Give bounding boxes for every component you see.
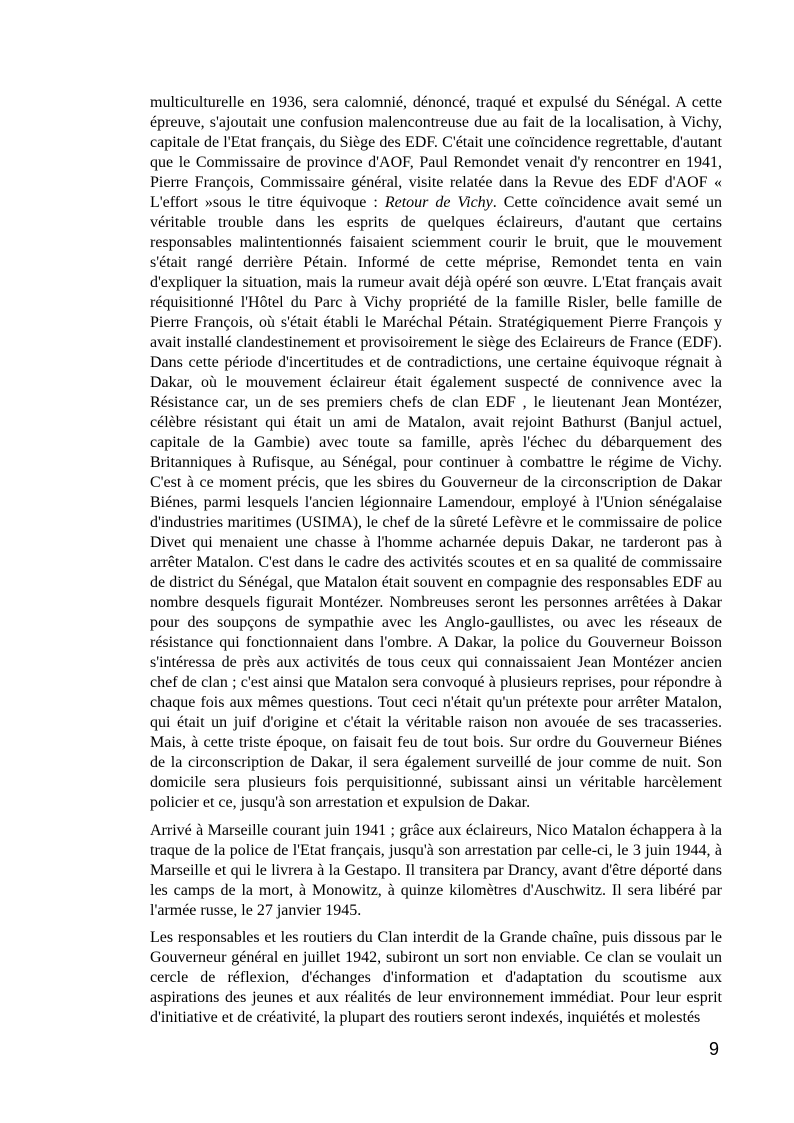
page-number: 9 [708, 1039, 719, 1059]
text-run: Les responsables et les routiers du Clan interdit de la Grande chaîne, puis dissous par le Gouverneur général en juillet 1942, subiront un sort non enviable. Ce clan se voulait un cercle de réflexion, d'échanges d'information et d'adaptation du scoutisme aux aspirations des jeunes et aux réalités de leur environnement immédiat. Pour leur esprit d'initiative et de créativité, la plupart des routiers seront indexés, inquiétés et molestés [150, 929, 722, 1026]
text-run: . Cette coïncidence avait semé un véritable trouble dans les esprits de quelques éclaireurs, d'autant que certains responsables malintentionnés faisaient sciemment courir le bruit, que le mouvement s'était rangé derrière Pétain. Informé de cette méprise, Remondet tenta en vain d'expliquer la situation, mais la rumeur avait déjà opéré son œuvre. L'Etat français avait réquisitionné l'Hôtel du Parc à Vichy propriété de la famille Risler, belle famille de Pierre François, où s'était établi le Maréchal Pétain. Stratégiquement Pierre François y avait installé clandestinement et provisoirement le siège des Eclaireurs de France (EDF). Dans cette période d'incertitudes et de contradictions, une certaine équivoque régnait à Dakar, où le mouvement éclaireur était également suspecté de connivence avec la Résistance car, un de ses premiers chefs de clan EDF , le lieutenant Jean Montézer, célèbre résistant qui était un ami de Matalon, avait rejoint Bathurst (Banjul actuel, capitale de la Gambie) avec toute sa famille, après l'échec du débarquement des Britanniques à Rufisque, au Sénégal, pour continuer à combattre le régime de Vichy. C'est à ce moment précis, que les sbires du Gouverneur de la circonscription de Dakar Biénes, parmi lesquels l'ancien légionnaire Lamendour, employé à l'Union sénégalaise d'industries maritimes (USIMA), le chef de la sûreté Lefèvre et le commissaire de police Divet qui menaient une chasse à l'homme acharnée depuis Dakar, ne tarderont pas à arrêter Matalon. C'est dans le cadre des activités scoutes et en sa qualité de commissaire de district du Sénégal, que Matalon était souvent en compagnie des responsables EDF au nombre desquels figurait Montézer. Nombreuses seront les personnes arrêtées à Dakar pour des soupçons de sympathie avec les Anglo-gaullistes, ou avec les réseaux de résistance qui fonctionnaient dans l'ombre. A Dakar, la police du Gouverneur Boisson s'intéressa de près aux activités de tous ceux qui connaissaient Jean Montézer ancien chef de clan ; c'est ainsi que Matalon sera convoqué à plusieurs reprises, pour répondre à chaque fois aux mêmes questions. Tout ceci n'était qu'un prétexte pour arrêter Matalon, qui était un juif d'origine et c'était la véritable raison non avouée de ses tracasseries. Mais, à cette triste époque, on faisait feu de tout bois. Sur ordre du Gouverneur Biénes de la circonscription de Dakar, il sera également surveillé de jour comme de nuit. Son domicile sera plusieurs fois perquisitionné, subissant ainsi un véritable harcèlement policier et ce, jusqu'à son arrestation et expulsion de Dakar. [150, 194, 722, 811]
paragraph [150, 93, 722, 813]
text-run: multiculturelle en 1936, sera calomnié, dénoncé, traqué et expulsé du Sénégal. A cette épreuve, s'ajoutait une confusion malencontreuse due au fait de la localisation, à Vichy, capitale de l'Etat français, du Siège des EDF. C'était une coïncidence regrettable, d'autant que le Commissaire de province d'AOF, Paul Remondet venait d'y rencontrer en 1941, Pierre François, Commissaire général, visite relatée dans la Revue des EDF d'AOF « L'effort »sous le titre équivoque : [150, 94, 722, 211]
text-run: Arrivé à Marseille courant juin 1941 ; grâce aux éclaireurs, Nico Matalon échappera à la traque de la police de l'Etat français, jusqu'à son arrestation par celle-ci, le 3 juin 1944, à Marseille et qui le livrera à la Gestapo. Il transitera par Drancy, avant d'être déporté dans les camps de la mort, à Monowitz, à quinze kilomètres d'Auschwitz. Il sera libéré par l'armée russe, le 27 janvier 1945. [150, 821, 722, 919]
paragraph [150, 821, 722, 921]
document-body [150, 93, 722, 1036]
italic-text-run: Retour de Vichy [384, 194, 493, 211]
paragraph [150, 928, 722, 1028]
